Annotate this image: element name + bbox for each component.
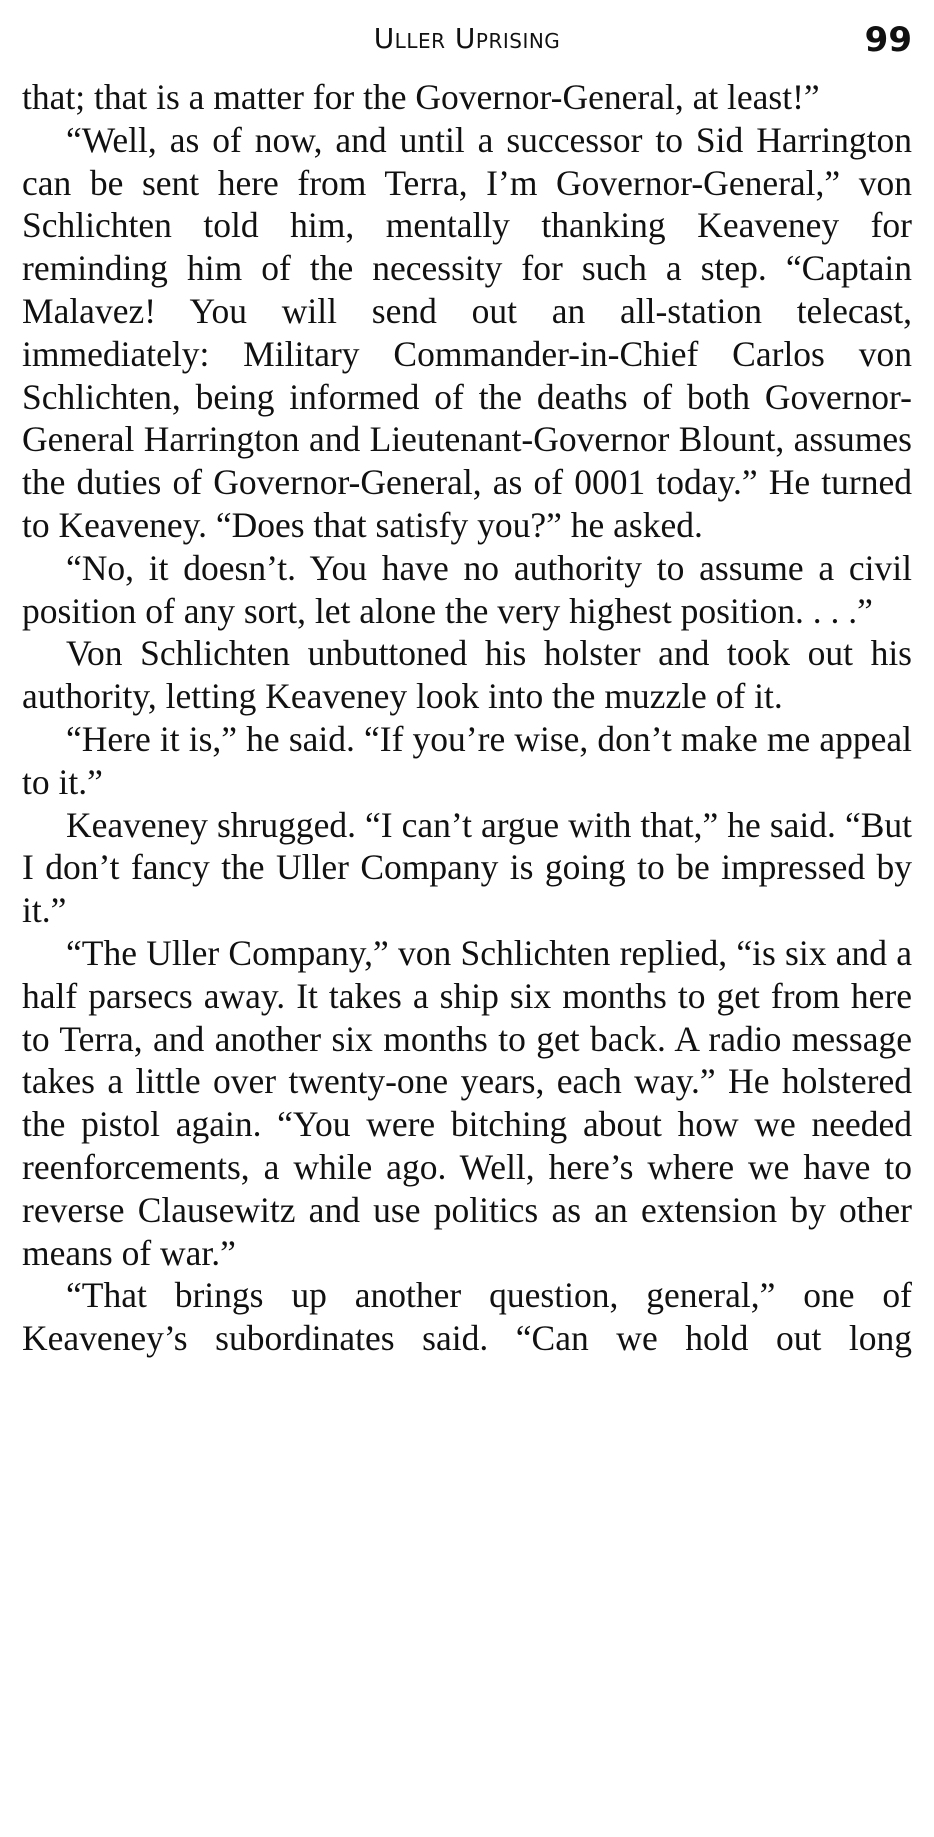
paragraph: Keaveney shrugged. “I can’t argue with that,” he said. “But I don’t fancy the Uller Company is going to be impressed by it.”	[22, 804, 912, 931]
page-number: 99	[864, 20, 912, 60]
body-text	[22, 76, 912, 1360]
paragraph: “No, it doesn’t. You have no authority to assume a civil position of any sort, let alone the very highest position. . . .”	[22, 547, 912, 631]
paragraph: that; that is a matter for the Governor-General, at least!”	[22, 77, 820, 117]
running-head	[22, 22, 912, 62]
paragraph: Von Schlichten unbuttoned his holster and took out his authority, letting Keaveney look into the muzzle of it.	[22, 633, 912, 717]
paragraph: “That brings up another question, general,” one of Keaveney’s subordinates said. “Can we hold out long	[22, 1275, 912, 1359]
paragraph: “Well, as of now, and until a successor to Sid Harrington can be sent here from Terra, I’m Governor-General,” von Schlichten told him, mentally thanking Keaveney for reminding him of the necessity for such a step. “Captain Malavez! You will send out an all-station telecast, immediately: Military Commander-in-Chief Carlos von Schlichten, being informed of the deaths of both Governor-General Harrington and Lieutenant-Governor Blount, assumes the duties of Governor-General, as of 0001 today.” He turned to Keaveney. “Does that satisfy you?” he asked.	[22, 119, 912, 545]
paragraph: “Here it is,” he said. “If you’re wise, don’t make me appeal to it.”	[22, 718, 912, 802]
running-title: Uller Uprising	[373, 22, 561, 55]
paragraph: “The Uller Company,” von Schlichten replied, “is six and a half parsecs away. It takes a ship six months to get from here to Terra, and another six months to get back. A radio message takes a little over twenty-one years, each way.” He holstered the pistol again. “You were bitching about how we needed reenforcements, a while ago. Well, here’s where we have to reverse Clausewitz and use politics as an extension by other means of war.”	[22, 932, 912, 1273]
